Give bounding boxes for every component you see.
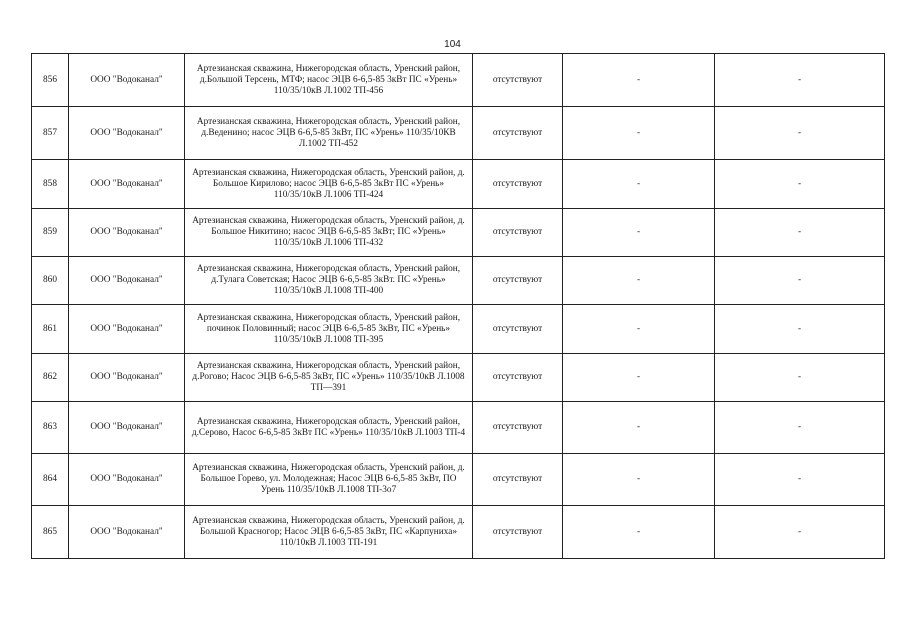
organization-cell: ООО "Водоканал" [69,305,185,354]
organization-cell: ООО "Водоканал" [69,354,185,402]
empty-value-cell: - [715,454,885,506]
status-cell: отсутствуют [473,454,563,506]
organization-cell: ООО "Водоканал" [69,209,185,257]
object-description-cell: Артезианская скважина, Нижегородская область, Уренский район, д.Тулага Советская; Насос ЭЦВ 6-6,5-85 3кВт. ПС «Урень» 110/35/10кВ Л.1008 ТП-400 [185,257,473,305]
table-row [32,107,885,160]
object-description-cell: Артезианская скважина, Нижегородская область, Уренский район, д.Большой Терсень, МТФ; насос ЭЦВ 6-6,5-85 3кВт ПС «Урень» 110/35/10кВ Л.1002 ТП-456 [185,54,473,107]
object-description-cell: Артезианская скважина, Нижегородская область, Уренский район, д. Большое Никитино; насос ЭЦВ 6-6,5-85 3кВт; ПС «Урень» 110/35/10кВ Л.1006 ТП-432 [185,209,473,257]
row-number: 856 [32,54,69,107]
empty-value-cell: - [563,506,715,559]
object-description-cell: Артезианская скважина, Нижегородская область, Уренский район, д. Большое Кирилово; насос ЭЦВ 6-6,5-85 3кВт ПС «Урень» 110/35/10кВ Л.1006 ТП-424 [185,160,473,209]
page-number: 104 [444,39,461,50]
table-row [32,354,885,402]
organization-cell: ООО "Водоканал" [69,54,185,107]
empty-value-cell: - [563,257,715,305]
empty-value-cell: - [715,107,885,160]
empty-value-cell: - [715,54,885,107]
empty-value-cell: - [563,454,715,506]
empty-value-cell: - [563,160,715,209]
empty-value-cell: - [715,257,885,305]
registry-table [31,53,885,559]
organization-cell: ООО "Водоканал" [69,506,185,559]
table-row [32,257,885,305]
object-description-cell: Артезианская скважина, Нижегородская область, Уренский район, починок Половинный; насос ЭЦВ 6-6,5-85 3кВт, ПС «Урень» 110/35/10кВ Л.1008 ТП-395 [185,305,473,354]
status-cell: отсутствуют [473,160,563,209]
table-row [32,54,885,107]
object-description-cell: Артезианская скважина, Нижегородская область, Уренский район, д. Большое Горево, ул. Молодежная; Насос ЭЦВ 6-6,5-85 3кВт, ПО Урень 110/35/10кВ Л.1008 ТП-3о7 [185,454,473,506]
table-row [32,402,885,454]
object-description-cell: Артезианская скважина, Нижегородская область, Уренский район, д. Большой Красногор; Насос ЭЦВ 6-6,5-85 3кВт, ПС «Карпуниха» 110/10кВ Л.1003 ТП-191 [185,506,473,559]
row-number: 859 [32,209,69,257]
organization-cell: ООО "Водоканал" [69,107,185,160]
empty-value-cell: - [563,209,715,257]
organization-cell: ООО "Водоканал" [69,160,185,209]
status-cell: отсутствуют [473,402,563,454]
organization-cell: ООО "Водоканал" [69,402,185,454]
empty-value-cell: - [715,402,885,454]
row-number: 857 [32,107,69,160]
object-description-cell: Артезианская скважина, Нижегородская область, Уренский район, д.Рогово; Насос ЭЦВ 6-6,5-85 3кВт, ПС «Урень» 110/35/10кВ Л.1008 ТП—391 [185,354,473,402]
row-number: 860 [32,257,69,305]
status-cell: отсутствуют [473,305,563,354]
status-cell: отсутствуют [473,354,563,402]
table-row [32,209,885,257]
empty-value-cell: - [563,305,715,354]
object-description-cell: Артезианская скважина, Нижегородская область, Уренский район, д.Веденино; насос ЭЦВ 6-6,5-85 3кВт, ПС «Урень» 110/35/10КВ Л.1002 ТП-452 [185,107,473,160]
table-row [32,305,885,354]
empty-value-cell: - [563,402,715,454]
row-number: 858 [32,160,69,209]
status-cell: отсутствуют [473,107,563,160]
row-number: 862 [32,354,69,402]
table-row [32,160,885,209]
row-number: 864 [32,454,69,506]
empty-value-cell: - [563,354,715,402]
empty-value-cell: - [563,54,715,107]
status-cell: отсутствуют [473,506,563,559]
table-row [32,454,885,506]
empty-value-cell: - [715,209,885,257]
organization-cell: ООО "Водоканал" [69,454,185,506]
row-number: 863 [32,402,69,454]
empty-value-cell: - [715,506,885,559]
object-description-cell: Артезианская скважина, Нижегородская область, Уренский район, д.Серово, Насос 6-6,5-85 3кВт ПС «Урень» 110/35/10кВ Л.1003 ТП-4 [185,402,473,454]
organization-cell: ООО "Водоканал" [69,257,185,305]
row-number: 861 [32,305,69,354]
empty-value-cell: - [715,305,885,354]
empty-value-cell: - [715,160,885,209]
table-row [32,506,885,559]
row-number: 865 [32,506,69,559]
empty-value-cell: - [715,354,885,402]
status-cell: отсутствуют [473,209,563,257]
empty-value-cell: - [563,107,715,160]
status-cell: отсутствуют [473,257,563,305]
status-cell: отсутствуют [473,54,563,107]
